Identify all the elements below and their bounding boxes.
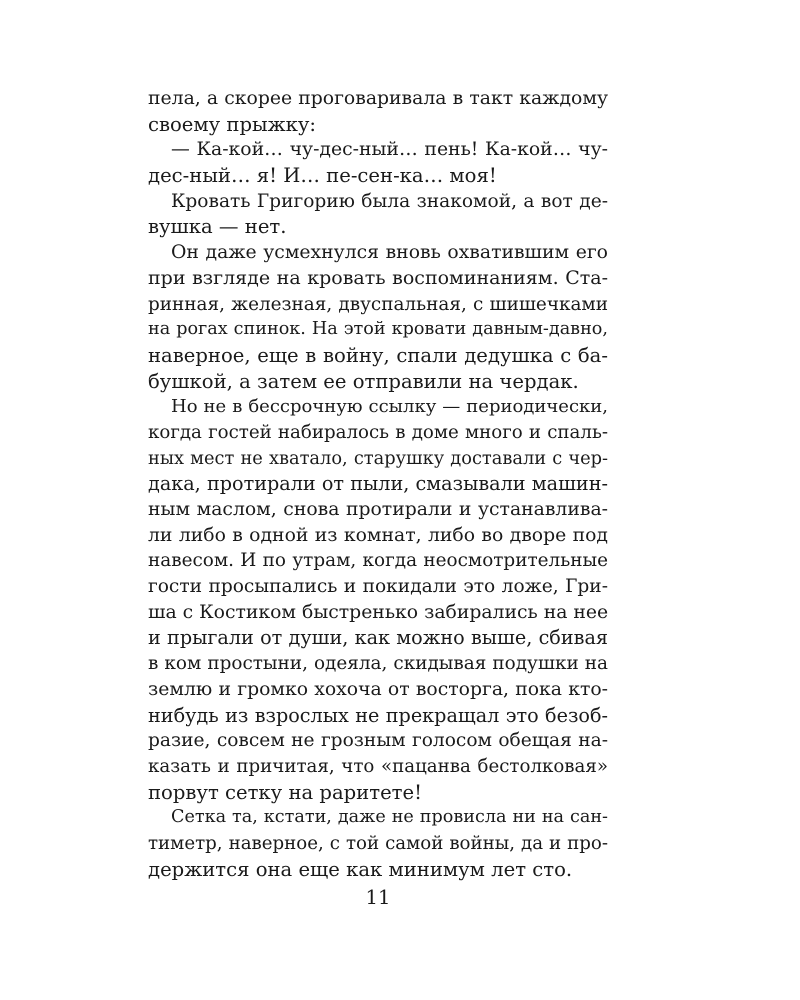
text-line: землю и громко хохоча от восторга, пока кто-: [148, 678, 608, 700]
text-line: разие, совсем не грозным голосом обещая на-: [148, 730, 608, 752]
text-line: наверное, еще в войну, спали дедушка с ба-: [148, 343, 608, 367]
text-line: пела, а скорее проговаривала в такт каждому: [148, 88, 608, 109]
text-line: держится она еще как минимум лет сто.: [148, 857, 573, 881]
text-line: гости просыпались и покидали это ложе, Гри-: [148, 576, 608, 598]
text-line: Кровать Григорию была знакомой, а вот де-: [171, 190, 608, 212]
text-line: ных мест не хватало, старушку доставали с чер-: [148, 447, 608, 469]
text-line: ринная, железная, двуспальная, с шишечками: [148, 293, 608, 315]
text-line: и прыгали от души, как можно выше, сбивая: [148, 626, 608, 650]
text-line: тиметр, наверное, с той самой войны, да и про-: [148, 832, 608, 854]
text-line: нибудь из взрослых не прекращал это безоб-: [148, 703, 608, 727]
text-line: навесом. И по утрам, когда неосмотрительные: [148, 550, 608, 572]
text-line: в ком простыни, одеяла, скидывая подушки на: [148, 653, 608, 675]
text-line: своему прыжку:: [148, 112, 316, 136]
page-number: 11: [365, 886, 391, 909]
text-line: казать и причитая, что «пацанва бестолковая»: [148, 755, 608, 777]
text-line: на рогах спинок. На этой кровати давным-давно,: [148, 319, 608, 340]
text-line: ша с Костиком быстренько забирались на нее: [148, 601, 609, 623]
text-line: при взгляде на кровать воспоминаниям. Ста-: [148, 266, 608, 289]
text-line: когда гостей набиралось в доме много и спаль-: [148, 421, 608, 443]
text-line: бушкой, а затем ее отправили на чердак.: [148, 369, 579, 393]
text-line: Он даже усмехнулся вновь охватившим его: [171, 242, 608, 264]
body-text: [148, 86, 608, 882]
text-line: дес-ный… я! И… пе-сен-ка… моя!: [148, 164, 497, 188]
text-line: вушка — нет.: [148, 215, 287, 239]
text-line: Сетка та, кстати, даже не провисла ни на сан-: [171, 807, 608, 828]
text-line: дака, протирали от пыли, смазывали машин-: [148, 472, 608, 496]
text-line: ли либо в одной из комнат, либо во дворе под: [148, 524, 608, 546]
text-line: Но не в бессрочную ссылку — периодически,: [171, 396, 608, 418]
text-line: — Ка-кой… чу-дес-ный… пень! Ка-кой… чу-: [171, 139, 608, 161]
text-line: порвут сетку на раритете!: [148, 780, 422, 804]
text-line: ным маслом, снова протирали и устанавлива-: [148, 499, 608, 520]
